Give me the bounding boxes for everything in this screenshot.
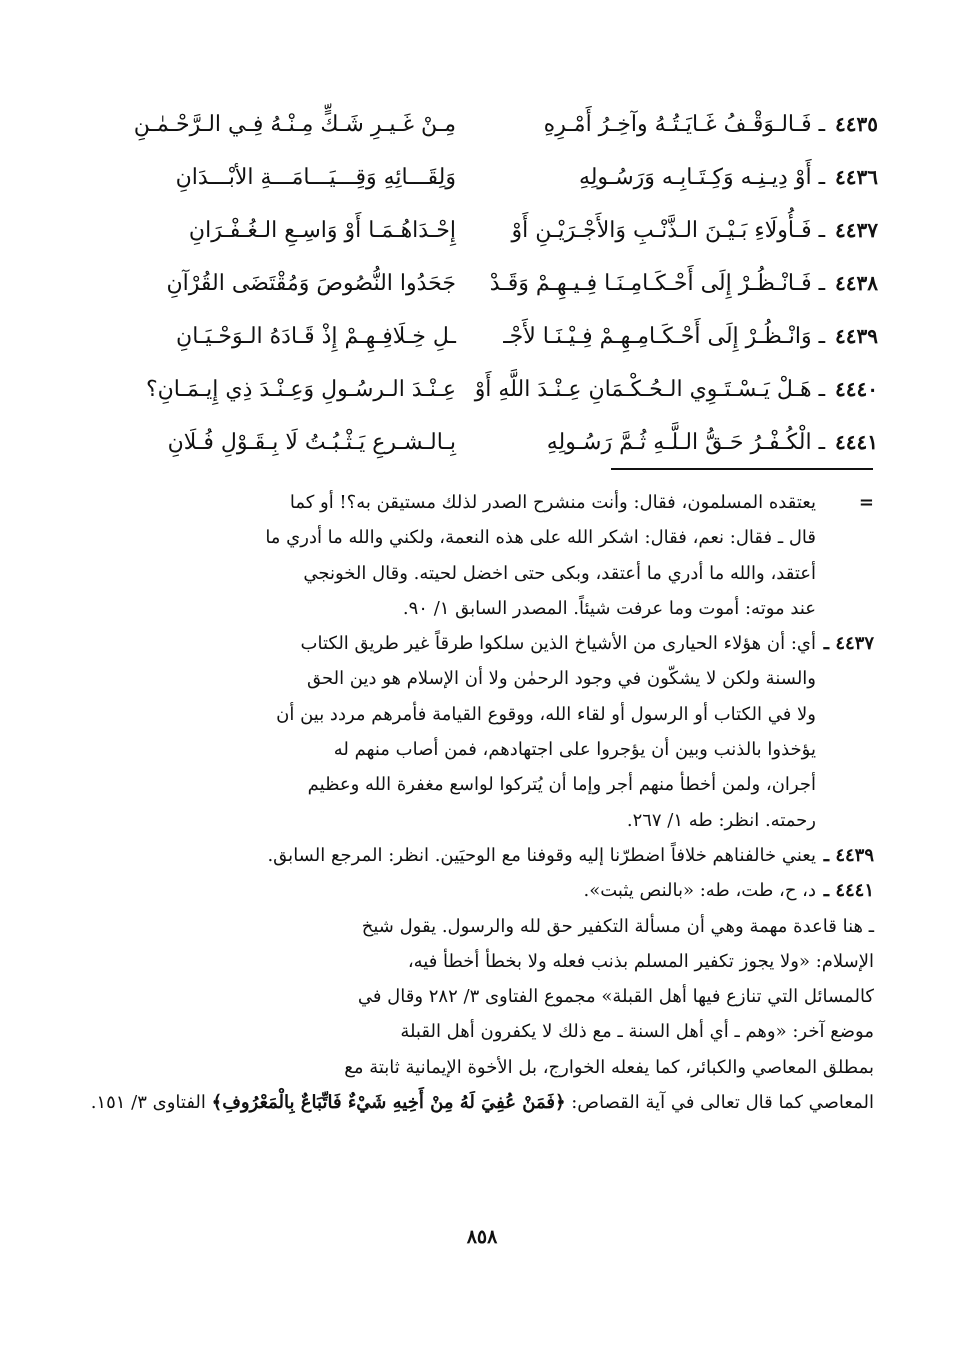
verse-first-text: ـ وَانْـظُـرْ إِلَى أَحْـكَـامِـهِـمْ فِـيْـنَـا لأَجْـ	[503, 324, 826, 349]
verse-second-hemistich: وَلِقَـــائِهِ وَقِـــيَـــامَـــةِ الأبْـــدَانِ	[175, 165, 456, 190]
verse-number: ٤٤٣٩	[835, 324, 878, 348]
footnote	[88, 873, 874, 908]
verse-first-text: ـ الْكُـفْـرُ حَـقُّ الـلَّـهِ ثُـمَّ رَسُـولِهِ	[546, 430, 826, 455]
page-number: ٨٥٨	[466, 1226, 498, 1248]
footnote-continuation	[88, 909, 874, 1121]
footnote	[88, 626, 874, 838]
footnote-divider	[611, 468, 873, 470]
verse-first-hemistich	[463, 324, 878, 349]
footnote-line: بمطلق المعاصي والكبائر، كما يفعله الخوارج، بل الأخوة الإيمانية ثابتة مع	[344, 1056, 874, 1078]
footnote-body	[88, 838, 816, 873]
footnote-line: يؤخذوا بالذنب وبين أن يؤجروا على اجتهادهم، فمن أصاب منهم له	[333, 739, 816, 761]
footnote-line	[88, 1085, 874, 1120]
verse-first-text: ـ فَـأُولَاءِ بَـيْـنَ الـذَّنْـبِ وَالأَجْـرَيْـنِ أَوْ	[511, 218, 826, 243]
verse-row	[86, 363, 878, 416]
footnote-body	[88, 626, 816, 838]
verse-first-hemistich	[463, 218, 878, 243]
footnote-line: ـ هنا قاعدة مهمة وهي أن مسألة التكفير حق لله والرسول. يقول شيخ	[361, 915, 874, 937]
verse-second-hemistich: عِـنْـدَ الـرسُـولِ وَعِـنْـدَ ذِي إِيـمَـانِ؟	[145, 377, 456, 402]
footnote-line: أعتقد، والله ما أدري ما أعتقد، وبكى حتى اخضل لحيته. وقال الخونجي	[303, 562, 816, 584]
verse-first-hemistich	[463, 112, 878, 137]
verse-first-hemistich	[463, 430, 878, 455]
footnote-line: الإسلام: «ولا يجوز تكفير المسلم بذنب فعله ولا بخطأ أخطأ فيه،	[407, 950, 874, 972]
footnote-line: رحمته. انظر: طه ١/ ٢٦٧.	[626, 809, 816, 831]
footnote-text: المعاصي كما قال تعالى في آية القصاص:	[565, 1092, 874, 1114]
footnote-text: الفتاوى ٣/ ١٥١.	[90, 1092, 212, 1114]
verse-number: ٤٤٤٠	[835, 377, 878, 401]
verse-first-hemistich	[463, 271, 878, 296]
verse-second-hemistich: مِـنْ غَـيـرِ شَـكٍّ مِـنْـهُ فِـي الـرَّحْـمٰـنِ	[133, 112, 456, 137]
footnotes	[88, 485, 874, 1120]
footnote-body	[88, 873, 816, 908]
footnote-line: عند موته: أموت وما عرفت شيئاً. المصدر السابق ١/ ٩٠.	[402, 597, 816, 619]
verse-number: ٤٤٣٦	[835, 165, 878, 189]
footnote-body	[88, 485, 816, 626]
verse-number: ٤٤٣٧	[835, 218, 878, 242]
verse-number: ٤٤٣٥	[835, 112, 878, 136]
footnote-line: أجران، ولمن أخطأ منهم أجر وإما أن يُتركوا لواسع مغفرة الله وعظيم	[307, 774, 816, 796]
footnote	[88, 838, 874, 873]
footnote-marker: =	[858, 492, 874, 513]
verse-row	[86, 310, 878, 363]
verse-number: ٤٤٤١	[835, 430, 878, 454]
verse-first-text: ـ أَوْ دِيـنِـه وَكِـتَـابِـه وَرَسُـولِهِ	[578, 165, 826, 190]
footnote-line: يعتقده المسلمون، فقال: وأنت منشرح الصدر لذلك مستيقن به؟! أو كما	[289, 492, 816, 513]
footnote-line: يعني خالفناهم خلافاً اضطرّنا إليه وقوفنا مع الوحيَين. انظر: المرجع السابق.	[267, 844, 816, 866]
footnote-line: د، ح، طت، طه: «بالنص يثبت».	[583, 880, 816, 902]
footnote-line: موضع آخر: «وهم ـ أي أهل السنة ـ مع ذلك لا يكفرون أهل القبلة	[400, 1021, 874, 1043]
footnote-line: قال ـ فقال: نعم، فقال: اشكر الله على هذه النعمة، ولكني والله ما أدري ما	[265, 527, 816, 549]
verse-second-hemistich: بِـالـشـرعِ يَـثْـبُـتُ لَا بِـقَـوْلِ فُـلَانِ	[167, 430, 456, 455]
footnote-line: ولا في الكتاب أو الرسول أو لقاء الله، ووقوع القيامة فأمرهم مردد بين أن	[276, 703, 816, 725]
footnote	[88, 485, 874, 626]
verse-first-hemistich	[463, 377, 878, 402]
verse-first-text: ـ فَـانْـظُـرْ إِلَى أَحْـكَـامِـنَـا فِـيـهِـمْ وَقَـدْ	[489, 271, 826, 296]
verse-row	[86, 204, 878, 257]
verse-second-hemistich: جَحَدُوا النُّصُوصَ وَمُقْتَضَى القُرْآنِ	[166, 271, 456, 296]
poem-verses	[86, 98, 878, 469]
footnote-marker: ٤٤٤١ ـ	[823, 880, 874, 902]
verse-row	[86, 416, 878, 469]
footnote-line: كالمسائل التي تنازع فيها أهل القبلة» مجموع الفتاوى ٣/ ٢٨٢ وقال في	[357, 986, 874, 1008]
footnote-line: والسنة ولكن لا يشكّون في وجود الرحمٰن ولا أن الإسلام هو دين الحق	[306, 668, 816, 690]
verse-row	[86, 151, 878, 204]
verse-first-text: ـ فَـالـوَقْـفُ غَـايَـتُـهُ وآخِـرُ أَمْـرِهِ	[543, 112, 826, 137]
footnote-marker: ٤٤٣٧ ـ	[823, 633, 874, 655]
verse-number: ٤٤٣٨	[835, 271, 878, 295]
verse-row	[86, 98, 878, 151]
verse-first-text: ـ هَـلْ يَـسْـتَـوِي الـحُـكْـمَانِ عِـنْـدَ اللَّهِ أَوْ	[474, 377, 826, 402]
verse-second-hemistich: ـلِ خِـلَافِـهِـمْ إِذْ قَـادَهُ الـوَحْـيَـانِ	[176, 324, 456, 349]
quran-quote: ﴿فَمَنْ عُفِيَ لَهُ مِنْ أَخِيهِ شَيْءٌ فَاتِّبَاعٌ بِالْمَعْرُوفِ﴾	[211, 1092, 566, 1114]
verse-row	[86, 257, 878, 310]
footnote-line: أي: أن هؤلاء الحيارى من الأشياخ الذين سلكوا طرقاً غير طريق الكتاب	[300, 633, 816, 655]
verse-second-hemistich: إِحْـدَاهُـمَـا أَوْ وَاسِـعِ الـغُـفْـرَانِ	[188, 218, 456, 243]
verse-first-hemistich	[463, 165, 878, 190]
footnote-marker: ٤٤٣٩ ـ	[823, 844, 874, 866]
